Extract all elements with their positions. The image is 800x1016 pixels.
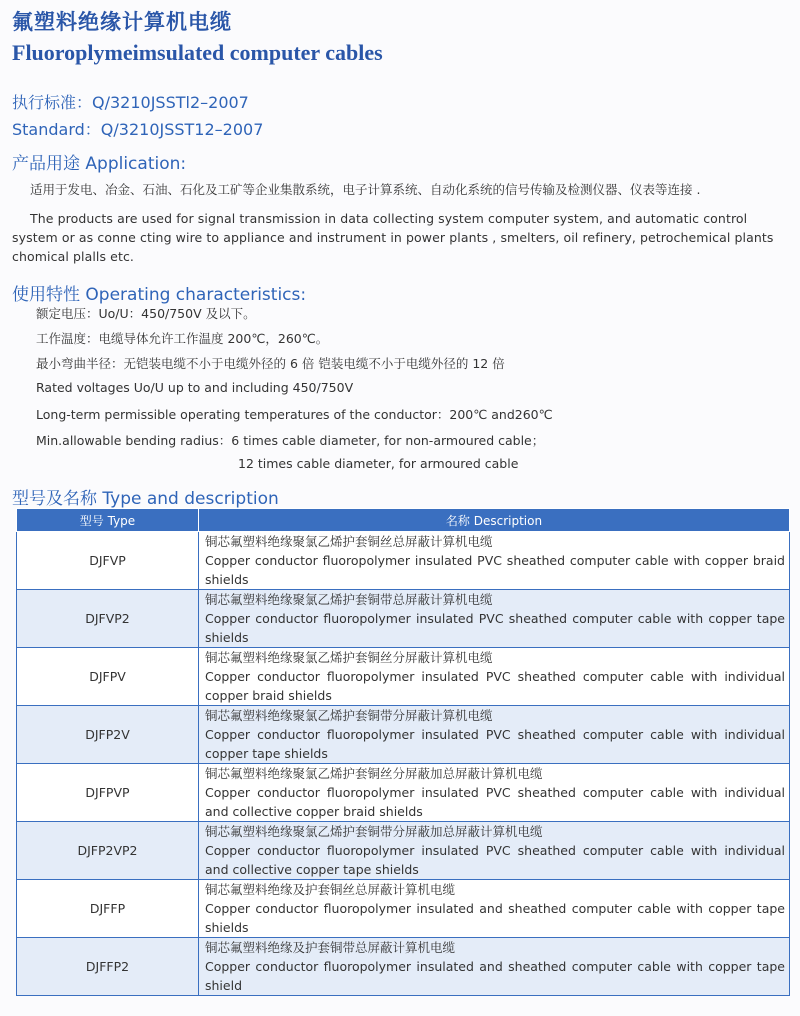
table-row xyxy=(17,706,790,764)
standard-en: Standard：Q/3210JSST12–2007 xyxy=(12,120,264,139)
description-en: Copper conductor fluoropolymer insulated PVC sheathed computer cable with individual and collective copper tape shields xyxy=(205,843,785,877)
page-title-en: Fluoroplymeimsulated computer cables xyxy=(12,40,383,65)
table-row xyxy=(17,880,790,938)
application-text-en-body: The products are used for signal transmission in data collecting system computer system, and automatic control system or as conne cting wire to appliance and instrument in power plants , smelters, oil refinery, petrochemical plants chomical plalls etc. xyxy=(12,211,774,264)
description-en: Copper conductor fluoropolymer insulated PVC sheathed computer cable with individual and collective copper braid shields xyxy=(205,785,785,819)
type-description xyxy=(199,938,790,996)
description-en: Copper conductor fluoropolymer insulated and sheathed computer cable with copper tape shield xyxy=(205,959,785,993)
description-cn: 铜芯氟塑料绝缘聚氯乙烯护套铜带分屏蔽加总屏蔽计算机电缆 xyxy=(205,824,543,839)
description-cn: 铜芯氟塑料绝缘聚氯乙烯护套铜丝分屏蔽计算机电缆 xyxy=(205,650,493,665)
table-row xyxy=(17,938,790,996)
column-header-description: 名称 Description xyxy=(199,509,790,532)
description-cn: 铜芯氟塑料绝缘聚氯乙烯护套铜丝分屏蔽加总屏蔽计算机电缆 xyxy=(205,766,543,781)
application-heading: 产品用途 Application: xyxy=(12,154,187,174)
description-en: Copper conductor fluoropolymer insulated PVC sheathed computer cable with individual copper tape shields xyxy=(205,727,785,761)
type-description xyxy=(199,706,790,764)
types-heading: 型号及名称 Type and description xyxy=(12,489,279,509)
standard-cn: 执行标准：Q/3210JSSTl2–2007 xyxy=(12,93,249,112)
table-row xyxy=(17,764,790,822)
application-text-en xyxy=(12,209,790,266)
description-en: Copper conductor fluoropolymer insulated PVC sheathed computer cable with copper tape shields xyxy=(205,611,785,645)
type-description xyxy=(199,590,790,648)
operating-line: 最小弯曲半径：无铠装电缆不小于电缆外径的 6 倍 铠装电缆不小于电缆外径的 12 倍 xyxy=(36,356,505,371)
operating-line: Long-term permissible operating temperatures of the conductor：200℃ and260℃ xyxy=(36,407,553,422)
type-model: DJFFP2 xyxy=(17,938,199,996)
types-table xyxy=(16,508,790,996)
operating-line: 12 times cable diameter, for armoured cable xyxy=(238,456,519,471)
type-description xyxy=(199,648,790,706)
type-model: DJFP2V xyxy=(17,706,199,764)
type-model: DJFVP xyxy=(17,532,199,590)
table-row xyxy=(17,822,790,880)
column-header-type: 型号 Type xyxy=(17,509,199,532)
type-model: DJFVP2 xyxy=(17,590,199,648)
table-row xyxy=(17,590,790,648)
type-model: DJFPVP xyxy=(17,764,199,822)
description-cn: 铜芯氟塑料绝缘及护套铜带总屏蔽计算机电缆 xyxy=(205,940,456,955)
type-description xyxy=(199,822,790,880)
description-en: Copper conductor fluoropolymer insulated PVC sheathed computer cable with copper braid shields xyxy=(205,553,785,587)
description-cn: 铜芯氟塑料绝缘聚氯乙烯护套铜带分屏蔽计算机电缆 xyxy=(205,708,493,723)
type-model: DJFP2VP2 xyxy=(17,822,199,880)
type-description xyxy=(199,532,790,590)
type-model: DJFPV xyxy=(17,648,199,706)
operating-line: Rated voltages Uo/U up to and including 450/750V xyxy=(36,380,354,395)
table-row xyxy=(17,648,790,706)
description-cn: 铜芯氟塑料绝缘聚氯乙烯护套铜带总屏蔽计算机电缆 xyxy=(205,592,493,607)
page-title-cn: 氟塑料绝缘计算机电缆 xyxy=(12,9,232,34)
operating-line: 工作温度：电缆导体允许工作温度 200℃，260℃。 xyxy=(36,331,329,346)
description-cn: 铜芯氟塑料绝缘聚氯乙烯护套铜丝总屏蔽计算机电缆 xyxy=(205,534,493,549)
type-model: DJFFP xyxy=(17,880,199,938)
description-cn: 铜芯氟塑料绝缘及护套铜丝总屏蔽计算机电缆 xyxy=(205,882,456,897)
application-text-cn: 适用于发电、冶金、石油、石化及工矿等企业集散系统，电子计算系统、自动化系统的信号传输及检测仪器、仪表等连接 . xyxy=(30,182,701,197)
table-header-row xyxy=(17,509,790,532)
operating-line: 额定电压：Uo/U：450/750V 及以下。 xyxy=(36,306,256,321)
operating-heading: 使用特性 Operating characteristics: xyxy=(12,285,307,305)
description-en: Copper conductor fluoropolymer insulated and sheathed computer cable with copper tape shields xyxy=(205,901,785,935)
type-description xyxy=(199,764,790,822)
type-description xyxy=(199,880,790,938)
table-row xyxy=(17,532,790,590)
operating-line: Min.allowable bending radius：6 times cable diameter, for non-armoured cable； xyxy=(36,433,545,448)
description-en: Copper conductor fluoropolymer insulated PVC sheathed computer cable with individual copper braid shields xyxy=(205,669,785,703)
